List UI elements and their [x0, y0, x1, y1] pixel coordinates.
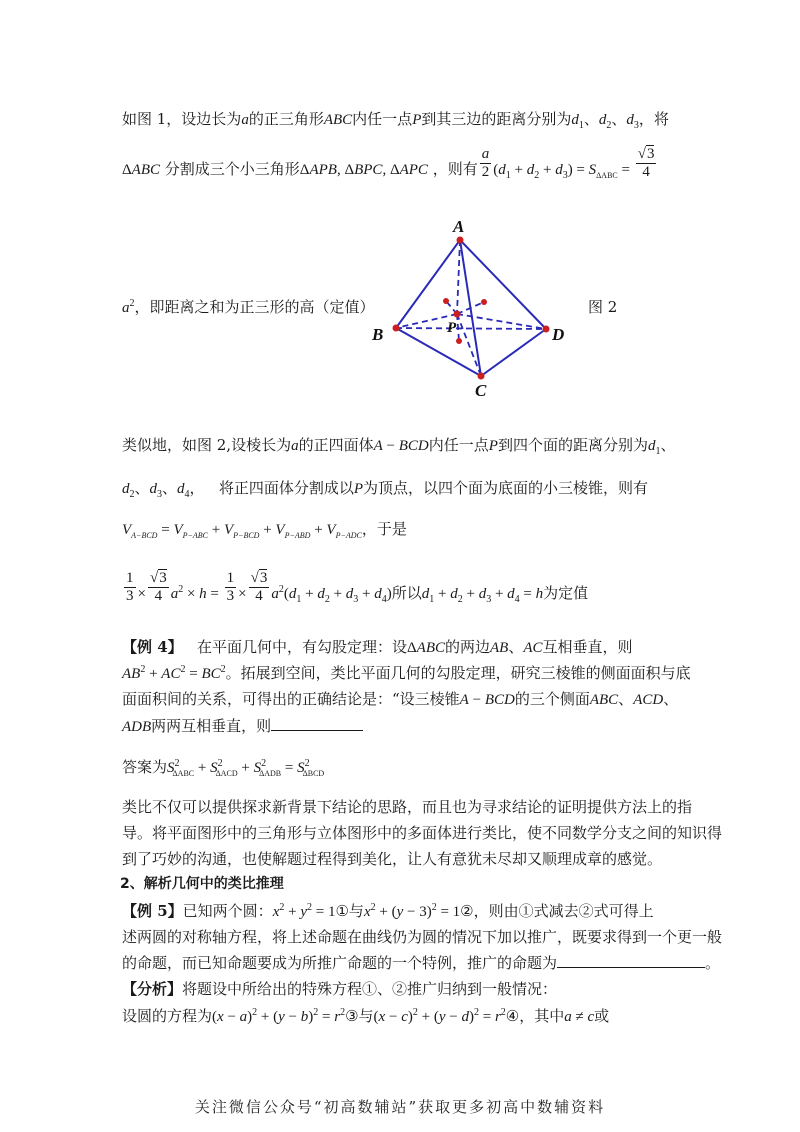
- generalization-blank[interactable]: [557, 953, 705, 968]
- math-p: P: [353, 481, 364, 497]
- example-4-line-4: ADB两两互相垂直，则: [122, 715, 682, 738]
- math-d2: d: [122, 481, 130, 497]
- foot-dot-1: [443, 298, 449, 304]
- example-4-line-2: $AB^2 + AC^2 = BC^2$。拓展到空间，类比平面几何的勾股定理，研究三棱锥的侧面面积与底: [122, 664, 691, 682]
- math-frac-1-3: $\frac{1}{3}$: [226, 569, 235, 604]
- math-d1: d: [571, 112, 579, 128]
- example-4-line-1: 【例 4】 在平面几何中，有勾股定理：设ΔABC的两边AB、AC互相垂直，则: [122, 638, 633, 656]
- edge-ad: [460, 240, 546, 329]
- math-a: a: [291, 438, 299, 454]
- tetrahedron-figure: [0, 216, 800, 400]
- math-volume-sum: $V_{A-BCD} = V_{P-ABC} + V_{P-BCD} + V_{P-ABD} + V_{P-ADC}$: [122, 522, 362, 540]
- edge-bd-dashed: [396, 328, 546, 329]
- math-d3: d: [626, 112, 634, 128]
- math-d4: d: [177, 481, 185, 497]
- vertex-a-dot: [457, 237, 464, 244]
- vertex-c-dot: [478, 373, 485, 380]
- math-frac-sqrt3-4: $\frac{√3}{4}$: [637, 145, 655, 180]
- label-p: P: [447, 320, 457, 336]
- foot-dot-2: [481, 299, 487, 305]
- math-area-answer: $S^2_{\Delta ABC} + S^2_{\Delta ACD} + S^2_{\Delta ADB} = S^2_{\Delta BCD}$: [167, 758, 325, 778]
- math-a2-sum: $a^2(d_1 + d_2 + d_3 + d_4)$: [271, 584, 392, 605]
- example-5-tag: 【例 5】: [122, 902, 183, 920]
- math-abc: ABC: [323, 112, 353, 128]
- example-4-line-3: 面面积间的关系，可得出的正确结论是：“设三棱锥A − BCD的三个侧面ABC、ACD、: [122, 690, 679, 708]
- math-a2h: $a^2 \times h$ =: [170, 584, 223, 602]
- label-d: D: [552, 325, 565, 344]
- line-ap-dashed: [457, 240, 460, 314]
- summary-line-1: 类比不仅可以提供探求新背景下结论的思路，而且也为寻求结论的证明提供方法上的指: [122, 798, 693, 816]
- math-d1: d: [647, 438, 656, 454]
- label-a: A: [453, 217, 465, 236]
- vertex-d-dot: [543, 326, 550, 333]
- math-sum-d: $(d_1 + d_2 + d_3) = S_{\Delta ABC}$ =: [493, 162, 634, 181]
- math-a-neq-c: a ≠ c: [564, 1009, 595, 1025]
- math-frac-sqrt3-4: $\frac{√3}{4}$: [250, 569, 268, 604]
- analysis-line-1: 【分析】将题设中所给出的特殊方程①、②推广归纳到一般情况：: [122, 980, 558, 998]
- paragraph-4-line: 类似地，如图 2,设棱长为a的正四面体A − BCD内任一点P到四个面的距离分别为$d_1$、: [122, 436, 676, 457]
- line-pc-dashed: [457, 314, 481, 376]
- example-5-line-3: 的命题，而已知命题要成为所推广命题的一个特例，推广的命题为 。: [122, 954, 721, 972]
- math-frac-1-3: $\frac{1}{3}$: [126, 569, 134, 604]
- paragraph-6-line: $V_{A-BCD} = V_{P-ABC} + V_{P-BCD} + V_{P-ABD} + V_{P-ADC}$，于是: [122, 520, 407, 540]
- vertex-b-dot: [393, 325, 400, 332]
- math-frac-sqrt3-4: $\frac{√3}{4}$: [149, 569, 167, 604]
- math-triangle-abc: ΔABC: [122, 162, 160, 178]
- edge-ab: [396, 240, 460, 328]
- foot-dot-3: [456, 338, 462, 344]
- math-p: P: [488, 438, 498, 454]
- edge-cd: [481, 329, 546, 376]
- paragraph-7-line: $\frac{1}{3}$ × $\frac{√3}{4}$ $a^2 \times h$ = $\frac{1}{3}$ × $\frac{√3}{4}$ $a^2(d_1 + d_2 + d_3 + d_4)$所以$d_1 + d_2 + d_3 + d_4 = h$为定值: [126, 569, 589, 605]
- math-a-bcd: A: [373, 438, 383, 454]
- figure-caption: 图 2: [588, 298, 618, 316]
- math-three-triangles: ΔAPB, ΔBPC, ΔAPC: [299, 162, 428, 178]
- point-p-dot: [454, 311, 461, 318]
- math-a: a: [241, 112, 249, 128]
- footer-note: 关注微信公众号“初高数辅站”获取更多初高中数辅资料: [194, 1098, 606, 1116]
- math-sum-equals-h: $d_1 + d_2 + d_3 + d_4 = h$: [421, 586, 544, 605]
- example-4-answer: 答案为$S^2_{\Delta ABC} + S^2_{\Delta ACD} + S^2_{\Delta ADB} = S^2_{\Delta BCD}$: [122, 758, 325, 778]
- label-b: B: [372, 325, 384, 344]
- math-d2: d: [598, 112, 607, 128]
- math-p: P: [412, 112, 422, 128]
- math-circle-1: $x^2 + y^2$ = 1①: [272, 902, 349, 920]
- example-4-tag: 【例 4】: [122, 638, 183, 656]
- math-a-squared: a: [122, 300, 130, 316]
- paragraph-1-line: 如图 1，设边长为a的正三角形ABC内任一点P到其三边的距离分别为$d_1$、$d_2$、$d_3$，将: [122, 110, 669, 131]
- example-5-line-1: 【例 5】已知两个圆：$x^2 + y^2$ = 1①与$x^2 + (y - 3)^2$ = 1②，则由①式减去②式可得上: [122, 902, 654, 920]
- paragraph-3-line: $a^2$，即距离之和为正三形的高（定值）: [122, 298, 375, 316]
- analysis-line-2: 设圆的方程为$(x - a)^2 + (y - b)^2$ = $r^2③$与$(x - c)^2 + (y - d)^2$ = $r^2④$，其中a ≠ c或: [122, 1007, 610, 1025]
- label-c: C: [475, 381, 487, 400]
- edge-bc: [396, 328, 481, 376]
- summary-line-2: 导。将平面图形中的三角形与立体图形中的多面体进行类比，使不同数学分支之间的知识得: [122, 824, 723, 842]
- math-circle-2: $x^2 + (y - 3)^2$ = 1②: [363, 902, 474, 920]
- answer-blank[interactable]: [271, 716, 363, 731]
- paragraph-2-line: ΔABC 分割成三个小三角形ΔAPB, ΔBPC, ΔAPC ，则有 $\frac{a}{2}$ $(d_1 + d_2 + d_3) = S_{\Delta ABC}$ = $\frac{√3}{4}$: [122, 145, 655, 181]
- paragraph-5-line: $d_2$、$d_3$、$d_4$， 将正四面体分割成以P为顶点，以四个面为底面的小三棱锥，则有: [122, 479, 649, 500]
- math-frac-a-2: $\frac{a}{2}$: [481, 145, 490, 180]
- summary-line-3: 到了巧妙的沟通，也使解题过程得到美化，让人有意犹未尽却又顺理成章的感觉。: [122, 850, 663, 868]
- math-general-circle-2: $(x - c)^2 + (y - d)^2$ = $r^2④$: [373, 1007, 520, 1025]
- example-5-line-2: 述两圆的对称轴方程，将上述命题在曲线仍为圆的情况下加以推广，既要求得到一个更一般: [122, 928, 723, 946]
- math-d3: d: [149, 481, 158, 497]
- math-pythagorean: $AB^2 + AC^2 = BC^2$: [122, 664, 226, 682]
- section-2-title: 2、解析几何中的类比推理: [120, 876, 284, 892]
- math-general-circle-1: $(x - a)^2 + (y - b)^2$ = $r^2③$: [212, 1007, 359, 1025]
- analysis-tag: 【分析】: [122, 980, 183, 998]
